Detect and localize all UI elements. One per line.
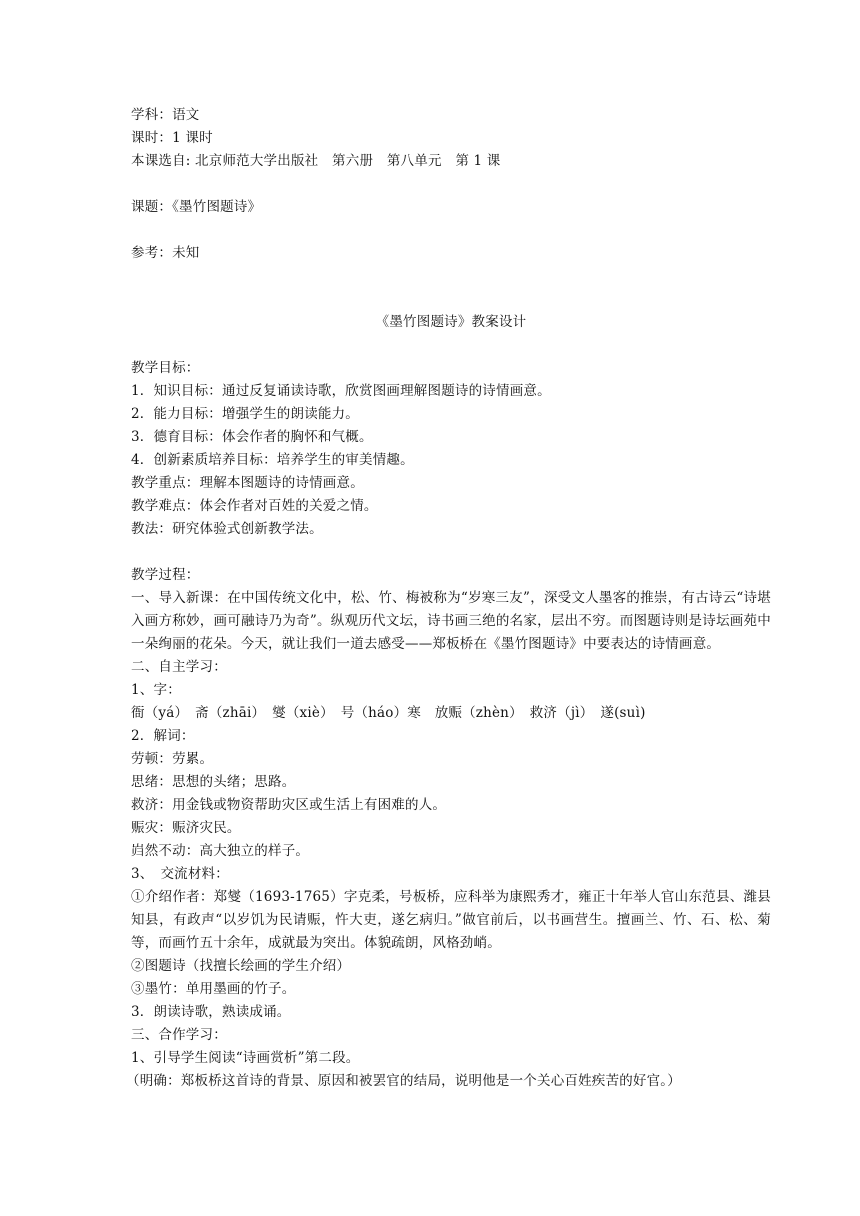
clarify-line: （明确：郑板桥这首诗的背景、原因和被罢官的结局，说明他是一个关心百姓疾苦的好官。） bbox=[126, 1073, 681, 1089]
source-line: 本课选自: 北京师范大学出版社 第六册 第八单元 第 1 课 bbox=[131, 153, 501, 169]
hours-line: 课时：1 课时 bbox=[131, 130, 213, 146]
words-heading: 2．解词： bbox=[131, 728, 195, 744]
poem-type-line: ②图题诗（找擅长绘画的学生介绍） bbox=[131, 958, 351, 974]
chars-line: 衙（yá） 斋（zhāi） 燮（xiè） 号（háo）寒 放赈（zhèn） 救济（jì） 遂(suì) bbox=[131, 705, 646, 721]
reference-line: 参考：未知 bbox=[131, 245, 200, 261]
intro-paragraph: 一、导入新课：在中国传统文化中，松、竹、梅被称为“岁寒三友”，深受文人墨客的推崇，有古诗云“诗堪入画方称妙，画可融诗乃为奇”。纵观历代文坛，诗书画三绝的名家，层出不穷。而图题诗则是诗坛画苑中一朵绚丽的花朵。今天，就让我们一道去感受——郑板桥在《墨竹图题诗》中要表达的诗情画意。 bbox=[131, 590, 771, 652]
word-item: 思绪：思想的头绪；思路。 bbox=[131, 774, 296, 790]
document-page bbox=[126, 104, 771, 1093]
difficulty: 教学难点：体会作者对百姓的关爱之情。 bbox=[131, 498, 378, 514]
word-item: 岿然不动：高大独立的样子。 bbox=[131, 843, 310, 859]
topic-line: 课题：《墨竹图题诗》 bbox=[131, 199, 262, 215]
word-item: 救济：用金钱或物资帮助灾区或生活上有困难的人。 bbox=[131, 797, 447, 813]
goal-item: 2．能力目标：增强学生的朗读能力。 bbox=[131, 406, 359, 422]
subject-line: 学科：语文 bbox=[131, 107, 200, 123]
read-line: 3．朗读诗歌，熟读成诵。 bbox=[131, 1004, 291, 1020]
process-heading: 教学过程： bbox=[131, 567, 200, 583]
coop-item: 1、引导学生阅读“诗画赏析”第二段。 bbox=[131, 1050, 360, 1066]
goal-item: 3．德育目标：体会作者的胸怀和气概。 bbox=[131, 429, 373, 445]
teaching-method: 教法：研究体验式创新教学法。 bbox=[131, 521, 323, 537]
coop-heading: 三、合作学习： bbox=[131, 1027, 227, 1043]
goals-heading: 教学目标： bbox=[131, 360, 200, 376]
word-item: 劳顿：劳累。 bbox=[131, 751, 214, 767]
goal-item: 4．创新素质培养目标：培养学生的审美情趣。 bbox=[131, 452, 414, 468]
word-item: 赈灾：赈济灾民。 bbox=[131, 820, 241, 836]
document-title: 《墨竹图题诗》教案设计 bbox=[375, 314, 527, 330]
author-paragraph: ①介绍作者：郑燮（1693-1765）字克柔，号板桥，应科举为康熙秀才，雍正十年举人官山东范县、潍县知县，有政声“以岁饥为民请赈，忤大吏，遂乞病归。”做官前后，以书画营生。擅画兰、竹、石、松、菊等，而画竹五十余年，成就最为突出。体貌疏朗，风格劲峭。 bbox=[131, 889, 771, 951]
chars-heading: 1、字： bbox=[131, 682, 181, 698]
self-study-heading: 二、自主学习： bbox=[131, 659, 227, 675]
goal-item: 1．知识目标：通过反复诵读诗歌，欣赏图画理解图题诗的诗情画意。 bbox=[131, 383, 551, 399]
ink-bamboo-line: ③墨竹：单用墨画的竹子。 bbox=[131, 981, 296, 997]
materials-heading: 3、 交流材料： bbox=[131, 866, 229, 882]
key-point: 教学重点：理解本图题诗的诗情画意。 bbox=[131, 475, 364, 491]
